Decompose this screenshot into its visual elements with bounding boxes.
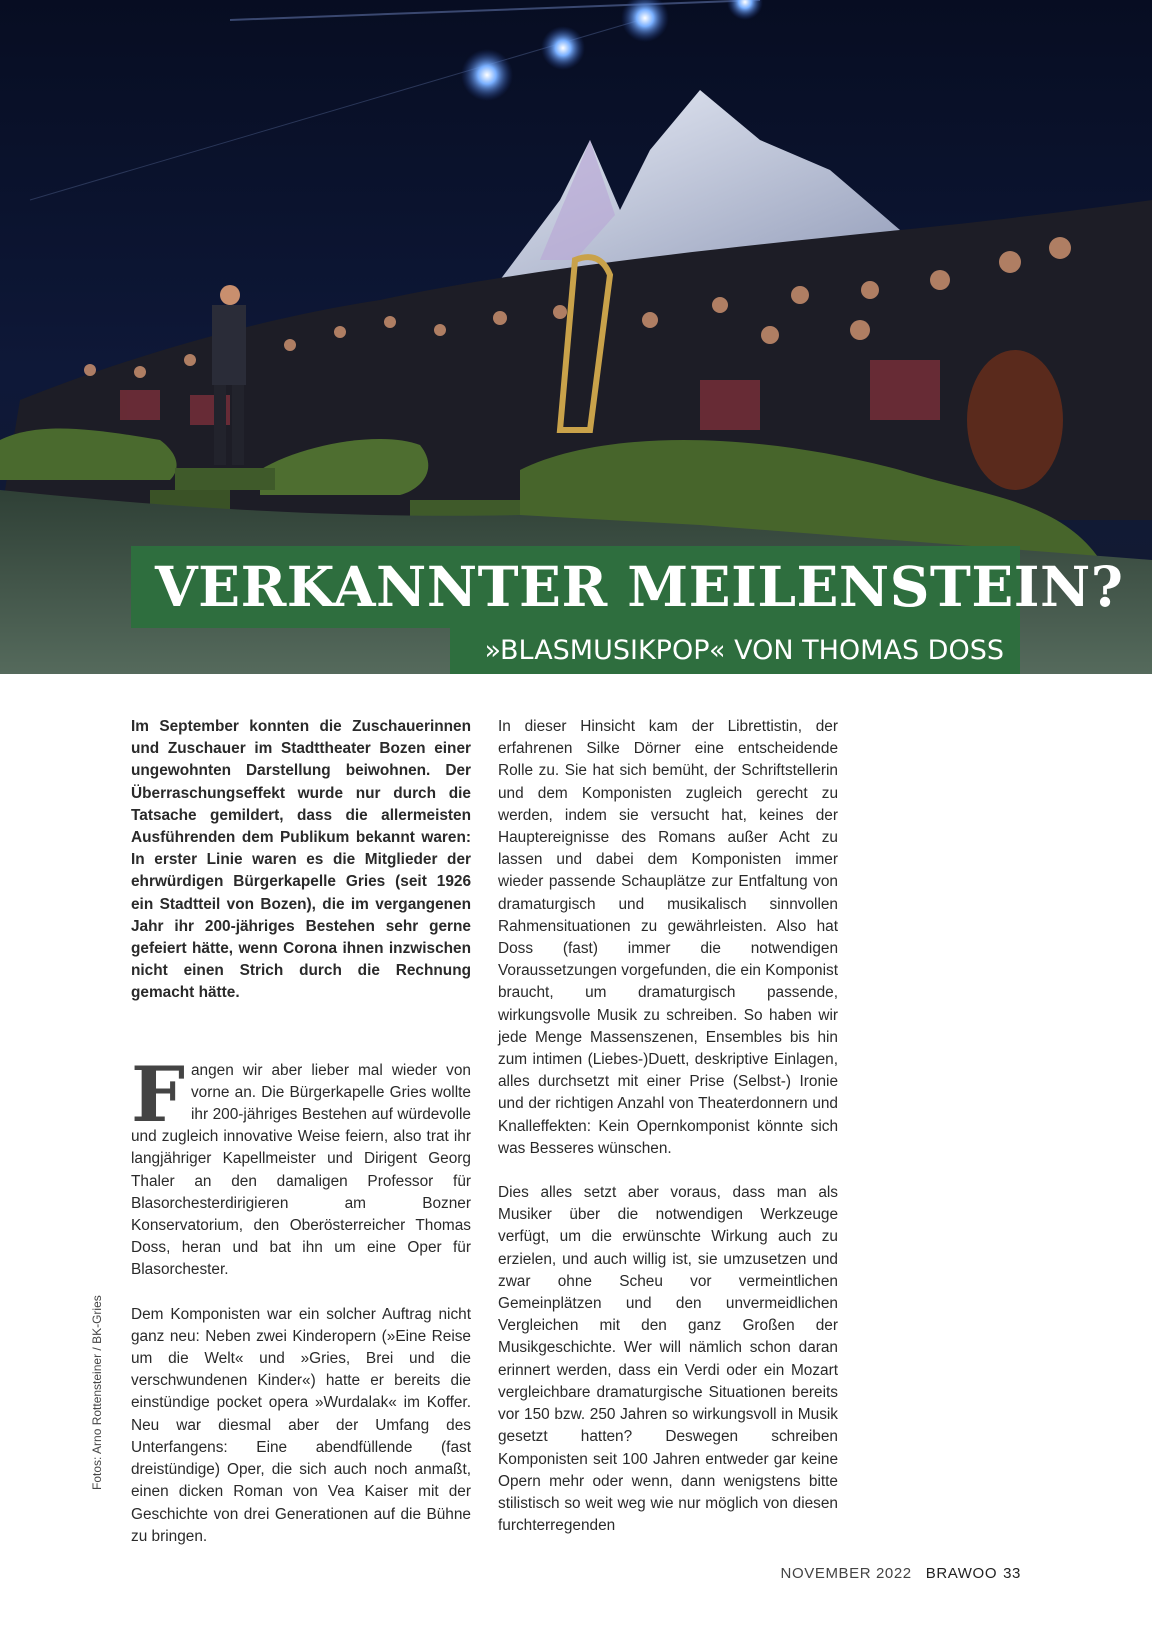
body-paragraph: In dieser Hinsicht kam der Librettistin, der erfahrenen Silke Dörner eine entscheidende Rolle zu. Sie hat sich bemüht, der Schriftstellerin und dem Komponisten zugleich gerecht zu werden, indem sie versucht hat, keines der Hauptereignisse des Romans außer Acht zu lassen und dabei dem Komponisten immer wieder passende Schauplätze zur Entfaltung von dramaturgisch und musikalisch sinnvollen Rahmensituationen zu gewährleisten. Also hat Doss (fast) immer die notwendigen Voraussetzungen vorgefunden, die ein Komponist braucht, um dramaturgisch passende, wirkungsvolle Musik zu schreiben. So haben wir jede Menge Massenszenen, Ensembles bis hin zum intimen (Liebes-)Duett, deskriptive Einlagen, alles durchsetzt mit einer Prise (Selbst-) Ironie und der richtigen Anzahl von Theaterdonnern und Knalleffekten: Kein Opernkomponist könnte sich was Besseres wünschen. bbox=[498, 718, 838, 1157]
text-column-right bbox=[498, 716, 838, 1537]
lead-paragraph: Im September konnten die Zuschauerinnen und Zuschauer im Stadttheater Bozen einer ungewohnten Darstellung beiwohnen. Der Überraschungseffekt wurde nur durch die Tatsache gemildert, dass die allermeisten Ausführenden dem Publikum bekannt waren: In erster Linie waren es die Mitglieder der ehrwürdigen Bürgerkapelle Gries (seit 1926 ein Stadtteil von Bozen), die im vergangenen Jahr ihr 200-jähriges Bestehen sehr gerne gefeiert hätte, wenn Corona ihnen inzwischen nicht einen Strich durch die Rechnung gemacht hätte. bbox=[131, 718, 471, 1002]
photo-credit: Fotos: Arno Rottensteiner / BK-Gries bbox=[90, 1295, 104, 1490]
page-footer bbox=[781, 1565, 1021, 1582]
body-paragraph-text: angen wir aber lieber mal wieder von vorne an. Die Bürgerkapelle Gries wollte ihr 200-jähriges Bestehen auf würdevolle und zugleich innovative Weise feiern, also trat ihr langjähriger Kapellmeister und Dirigent Georg Thaler an den damaligen Professor für Blasorchesterdirigieren am Bozner Konservatorium, den Oberösterreicher Thomas Doss, heran und bat ihn um eine Oper für Blasorchester. bbox=[131, 1061, 471, 1279]
double-bass bbox=[967, 350, 1063, 490]
body-paragraph: Dies alles setzt aber voraus, dass man als Musiker über die notwendigen Werkzeuge verfügt, um die erwünschte Wirkung auch zu erzielen, und auch willig ist, sie umzusetzen und zwar ohne Scheu vor vermeintlichen Gemeinplätzen und den unvermeidlichen Vergleichen mit den ganz Großen der Musikgeschichte. Wer will nämlich schon daran erinnert werden, dass ein Verdi oder ein Mozart vergleichbare dramaturgische Situationen bereits vor 150 bzw. 250 Jahren so wirkungsvoll in Musik gesetzt hatten? Deswegen schreiben Komponisten seit 100 Jahren entweder gar keine Opern mehr oder wenn, dann wenigstens bitte stilistisch so weit weg wie nur möglich von diesen furchterregenden bbox=[498, 1184, 838, 1535]
magazine-name: BRAWOO bbox=[925, 1565, 998, 1582]
page-subtitle: »BLASMUSIKPOP« VON THOMAS DOSS bbox=[450, 628, 1020, 674]
page-title: VERKANNTER MEILENSTEIN? bbox=[131, 546, 1020, 628]
text-column-left bbox=[131, 716, 471, 1548]
issue-date: NOVEMBER 2022 bbox=[780, 1565, 912, 1582]
body-paragraph bbox=[131, 1049, 471, 1282]
spotlight bbox=[541, 26, 585, 70]
spotlight bbox=[461, 49, 513, 101]
dropcap: F bbox=[131, 1049, 185, 1139]
page-number: 33 bbox=[1003, 1565, 1021, 1582]
body-paragraph: Dem Komponisten war ein solcher Auftrag nicht ganz neu: Neben zwei Kinderopern (»Eine Reise um die Welt« und »Gries, Brei und die verschwundenen Kinder«) hatte er bereits die einstündige pocket opera »Wurdalak« im Koffer. Neu war diesmal aber der Umfang des Unterfangens: Eine abendfüllende (fast dreistündige) Oper, die sich auch noch anmaßt, einen dicken Roman von Vea Kaiser mit der Geschichte von drei Generationen auf die Bühne zu bringen. bbox=[131, 1305, 471, 1545]
